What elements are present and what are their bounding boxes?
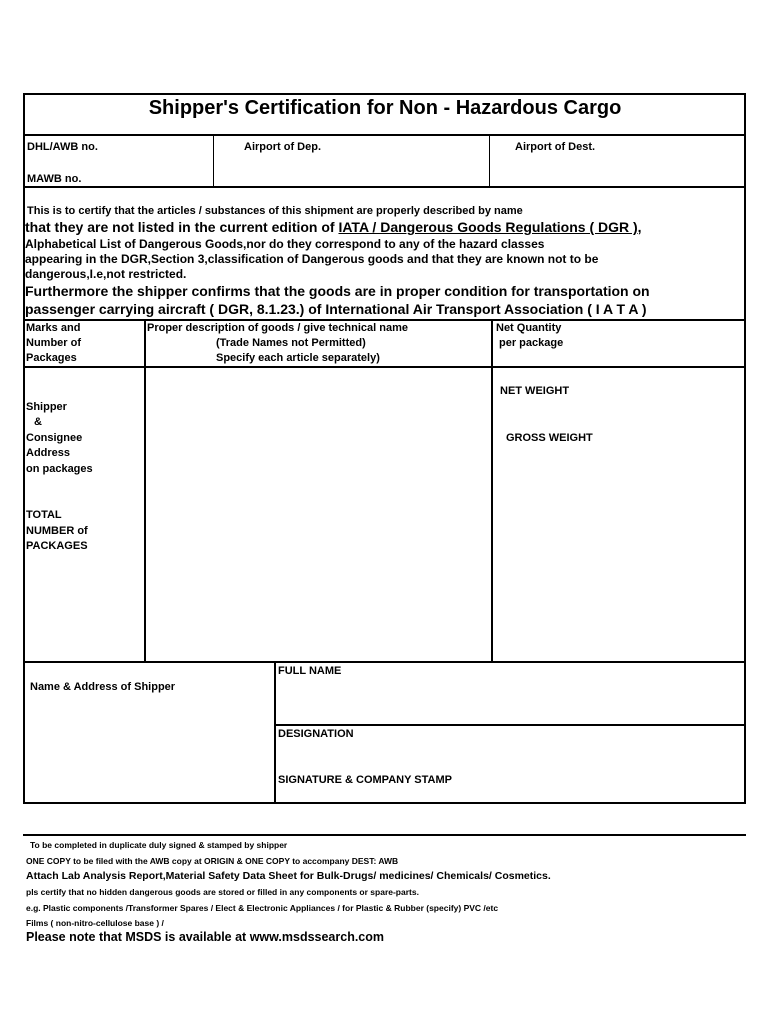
note-attach: Attach Lab Analysis Report,Material Safety Data Sheet for Bulk-Drugs/ medicines/ Chemicals/ Cosmetics.: [26, 870, 551, 882]
note-copy: ONE COPY to be filed with the AWB copy at ORIGIN & ONE COPY to accompany DEST: AWB: [26, 856, 399, 866]
cert-line-2: [25, 219, 642, 235]
vrule-desc-qty: [491, 319, 493, 663]
form-title: Shipper's Certification for Non - Hazardous Cargo: [148, 97, 622, 119]
note-duplicate: To be completed in duplicate duly signed & stamped by shipper: [30, 840, 288, 850]
total-label-2: NUMBER of: [26, 525, 88, 537]
vrule-sign: [274, 661, 276, 803]
frame-top: [23, 93, 746, 95]
qty-header-2: per package: [499, 337, 564, 349]
frame-left: [23, 93, 25, 804]
airport-dest-label: Airport of Dest.: [515, 141, 596, 153]
cert-line-6: Furthermore the shipper confirms that the goods are in proper condition for transportation on: [25, 283, 650, 299]
notes-separator: [23, 834, 746, 836]
rule-above-signature: [23, 661, 746, 663]
rule-under-certification: [23, 319, 746, 321]
desc-header-3: Specify each article separately): [216, 352, 380, 364]
shipper-label-3: Consignee: [26, 432, 83, 444]
cert-line-3: Alphabetical List of Dangerous Goods,nor do they correspond to any of the hazard classes: [25, 237, 545, 251]
marks-header-2: Number of: [26, 337, 81, 349]
total-label-1: TOTAL: [26, 509, 62, 521]
desc-header-1: Proper description of goods / give technical name: [147, 322, 408, 334]
vrule-marks-desc: [144, 319, 146, 663]
dhl-awb-label: DHL/AWB no.: [27, 141, 98, 153]
rule-under-fullname: [274, 724, 746, 726]
shipper-label-5: on packages: [26, 463, 93, 475]
desc-header-2: (Trade Names not Permitted): [216, 337, 366, 349]
qty-header-1: Net Quantity: [496, 322, 562, 334]
airport-dep-label: Airport of Dep.: [244, 141, 321, 153]
shipper-label-4: Address: [26, 447, 71, 459]
note-certify: pls certify that no hidden dangerous goods are stored or filled in any components or spare-parts.: [26, 887, 419, 897]
signature-stamp-label: SIGNATURE & COMPANY STAMP: [278, 774, 452, 786]
cert-line-2-a: that they are not listed in the current edition of: [25, 219, 339, 235]
name-address-shipper-label: Name & Address of Shipper: [30, 681, 176, 693]
cert-line-1: This is to certify that the articles / substances of this shipment are properly described by name: [27, 205, 523, 217]
full-name-label: FULL NAME: [278, 665, 342, 677]
rule-under-header: [23, 366, 746, 368]
total-label-3: PACKAGES: [26, 540, 88, 552]
marks-header-1: Marks and: [26, 322, 81, 334]
shipper-label-2: &: [34, 416, 42, 428]
gross-weight-label: GROSS WEIGHT: [506, 432, 593, 444]
cert-line-7: passenger carrying aircraft ( DGR, 8.1.23.) of International Air Transport Association ( I A T A ): [25, 301, 647, 317]
designation-label: DESIGNATION: [278, 728, 354, 740]
note-films: Films ( non-nitro-cellulose base ) /: [26, 918, 164, 928]
frame-right: [744, 93, 746, 804]
note-example: e.g. Plastic components /Transformer Spares / Elect & Electronic Appliances / for Plastic & Rubber (specify) PVC /etc: [26, 903, 499, 913]
cert-line-2-b: IATA / Dangerous Goods Regulations ( DGR ): [338, 219, 638, 235]
cert-line-2-c: ,: [637, 219, 642, 235]
note-msds: Please note that MSDS is available at www.msdssearch.com: [26, 930, 385, 944]
vrule-dest-left: [489, 134, 490, 187]
vrule-dep-left: [213, 134, 214, 187]
frame-bottom: [23, 802, 746, 804]
marks-header-3: Packages: [26, 352, 77, 364]
mawb-label: MAWB no.: [27, 173, 82, 185]
cert-line-5: dangerous,I.e,not restricted.: [25, 267, 187, 281]
cert-line-4: appearing in the DGR,Section 3,classification of Dangerous goods and that they are known not to be: [25, 252, 599, 266]
rule-under-title: [23, 134, 746, 136]
shipper-label-1: Shipper: [26, 401, 67, 413]
net-weight-label: NET WEIGHT: [500, 385, 570, 397]
rule-under-mawb: [23, 186, 746, 188]
